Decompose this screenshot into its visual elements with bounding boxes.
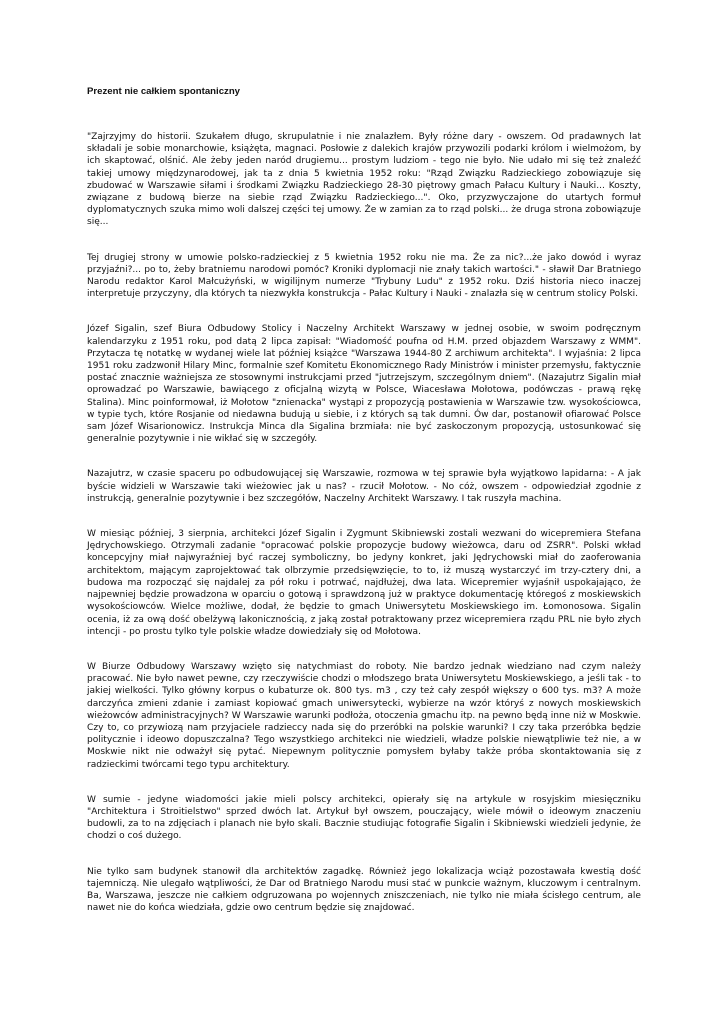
paragraph-4: Nazajutrz, w czasie spaceru po odbudowującej się Warszawie, rozmowa w tej sprawie była wyjątkowo lapidarna: - A jak byście widzieli w Warszawie taki wieżowiec jak u nas? - rzucił Mołotow. - No cóż, owszem - odpowiedział zgodnie z instrukcją, generalnie pozytywnie i bez szczegółów, Naczelny Architekt Warszawy. I tak ruszyła machina. [87, 469, 641, 504]
paragraph-7: W sumie - jedyne wiadomości jakie mieli polscy architekci, opierały się na artykule w rosyjskim miesięczniku "Architektura i Stroitielstwo" sprzed dwóch lat. Artykuł był owszem, pouczający, wiele mówił o ideowym znaczeniu budowli, za to na zdjęciach i planach nie było skali. Bacznie studiując fotografie Sigalin i Skibniewski wiedzieli jedynie, że chodzi o coś dużego. [87, 794, 641, 842]
paragraph-8: Nie tylko sam budynek stanowił dla architektów zagadkę. Również jego lokalizacja wciąż pozostawała kwestią dość tajemniczą. Nie ulegało wątpliwości, że Dar od Bratniego Narodu musi stać w punkcie ważnym, kluczowym i centralnym. Ba, Warszawa, jeszcze nie całkiem odgruzowana po wojennych zniszczeniach, nie tylko nie miała ścisłego centrum, ale nawet nie do końca wiedziała, gdzie owo centrum będzie się znajdować. [87, 866, 641, 914]
document-title: Prezent nie całkiem spontaniczny [87, 86, 241, 97]
document-page [87, 86, 641, 937]
paragraph-2: Tej drugiej strony w umowie polsko-radzieckiej z 5 kwietnia 1952 roku nie ma. Że za nic?...że jako dowód i wyraz przyjaźni?... po to, żeby bratniemu narodowi pomóc? Kroniki dyplomacji nie znały takich wartości." - sławił Dar Bratniego Narodu redaktor Karol Małcużyński, w wigilijnym numerze "Trybuny Ludu" z 1952 roku. Dziś historia nieco inaczej interpretuje przyczyny, dla których ta niezwykła konstrukcja - Pałac Kultury i Nauki - znalazła się w centrum stolicy Polski. [87, 252, 641, 300]
paragraph-3: Józef Sigalin, szef Biura Odbudowy Stolicy i Naczelny Architekt Warszawy w jednej osobie, w swoim podręcznym kalendarzyku z 1951 roku, pod datą 2 lipca zapisał: "Wiadomość poufna od H.M. przed objazdem Warszawy z WMM". Przytacza tę notatkę w wydanej wiele lat później książce "Warszawa 1944-80 Z archiwum architekta". I wyjaśnia: 2 lipca 1951 roku zadzwonił Hilary Minc, formalnie szef Komitetu Ekonomicznego Rady Ministrów i minister przemysłu, faktycznie postać znacznie ważniejsza ze stosownymi instrukcjami przed "jutrzejszym, szczególnym dniem". (Nazajutrz Sigalin miał oprowadzać po Warszawie, bawiącego z oficjalną wizytą w Polsce, Wiacesława Mołotowa, podówczas - prawą rękę Stalina). Minc poinformował, iż Mołotow "znienacka" wystąpi z propozycją postawienia w Warszawie tzw. wysokościowca, w typie tych, które Rosjanie od niedawna budują u siebie, i z których są tak dumni. Ów dar, postanowił ofiarować Polsce sam Józef Wisarionowicz. Instrukcja Minca dla Sigalina brzmiała: nie być zaskoczonym propozycją, ustosunkować się generalnie pozytywnie i nie wikłać się w szczegóły. [87, 324, 641, 445]
paragraph-6: W Biurze Odbudowy Warszawy wzięto się natychmiast do roboty. Nie bardzo jednak wiedziano nad czym należy pracować. Nie było nawet pewne, czy rzeczywiście chodzi o młodszego brata Uniwersytetu Moskiewskiego, a jeśli tak - to jakiej wielkości. Tylko główny korpus o kubaturze ok. 800 tys. m3 , czy też cały zespół większy o 600 tys. m3? A może darczyńca zmieni zdanie i zamiast kopiować gmach uniwersytecki, wybierze na wzór któryś z nowych moskiewskich wieżowców administracyjnych? W Warszawie warunki podłoża, otoczenia gmachu itp. na pewno będą inne niż w Moskwie. Czy to, co przywiozą nam przyjaciele radzieccy nada się do przeróbki na polskie warunki? I czy taka przeróbka będzie politycznie i ideowo dopuszczalna? Tego wszystkiego architekci nie wiedzieli, władze polskie niewątpliwie też nie, a w Moskwie nikt nie odważył się pytać. Niepewnym politycznie pomysłem byłaby także próba skontaktowania się z radzieckimi twórcami tego typu architektury. [87, 661, 641, 770]
paragraph-5: W miesiąc później, 3 sierpnia, architekci Józef Sigalin i Zygmunt Skibniewski zostali wezwani do wicepremiera Stefana Jędrychowskiego. Otrzymali zadanie "opracować polskie propozycje budowy wieżowca, daru od ZSRR". Polski wkład koncepcyjny miał najwyraźniej być raczej symboliczny, bo jedyny konkret, jaki Jędrychowski miał do zaoferowania architektom, mającym zaprojektować tak olbrzymie przedsięwzięcie, to to, iż muszą wystarczyć im trzy-cztery dni, a budowa ma rozpocząć się najdalej za pół roku i potrwać, najdłużej, dwa lata. Wicepremier wyjaśnił uspokajająco, że najpewniej będzie prowadzona w oparciu o gotową i sprawdzoną już w praktyce dokumentację któregoś z moskiewskich wysokościowców. Wielce możliwe, dodał, że będzie to gmach Uniwersytetu Moskiewskiego im. Łomonosowa. Sigalin ocenia, iż za ową dość obelżywą lakonicznością, z jaką został potraktowany przez wicepremiera rządu PRL nie było złych intencji - po prostu tylko tyle polskie władze dowiedziały się od Mołotowa. [87, 529, 641, 637]
paragraph-1: "Zajrzyjmy do historii. Szukałem długo, skrupulatnie i nie znalazłem. Były różne dary - owszem. Od pradawnych lat składali je sobie monarchowie, książęta, magnaci. Posłowie z dalekich krajów przywozili podarki królom i wielmożom, by ich skaptować, olśnić. Ale żeby jeden naród drugiemu... prostym ludziom - tego nie było. Nie udało mi się też znaleźć takiej umowy międzynarodowej, jak ta z dnia 5 kwietnia 1952 roku: "Rząd Związku Radzieckiego zobowiązuje się zbudować w Warszawie siłami i środkami Związku Radzieckiego 28-30 piętrowy gmach Pałacu Kultury i Nauki... Koszty, związane z budową bierze na siebie rząd Związku Radzieckiego...". Oko, przyzwyczajone do utartych formuł dyplomatycznych szuka mimo woli dalszej części tej umowy. Że w zamian za to rząd polski... że druga strona zobowiązuje się... [87, 132, 641, 228]
